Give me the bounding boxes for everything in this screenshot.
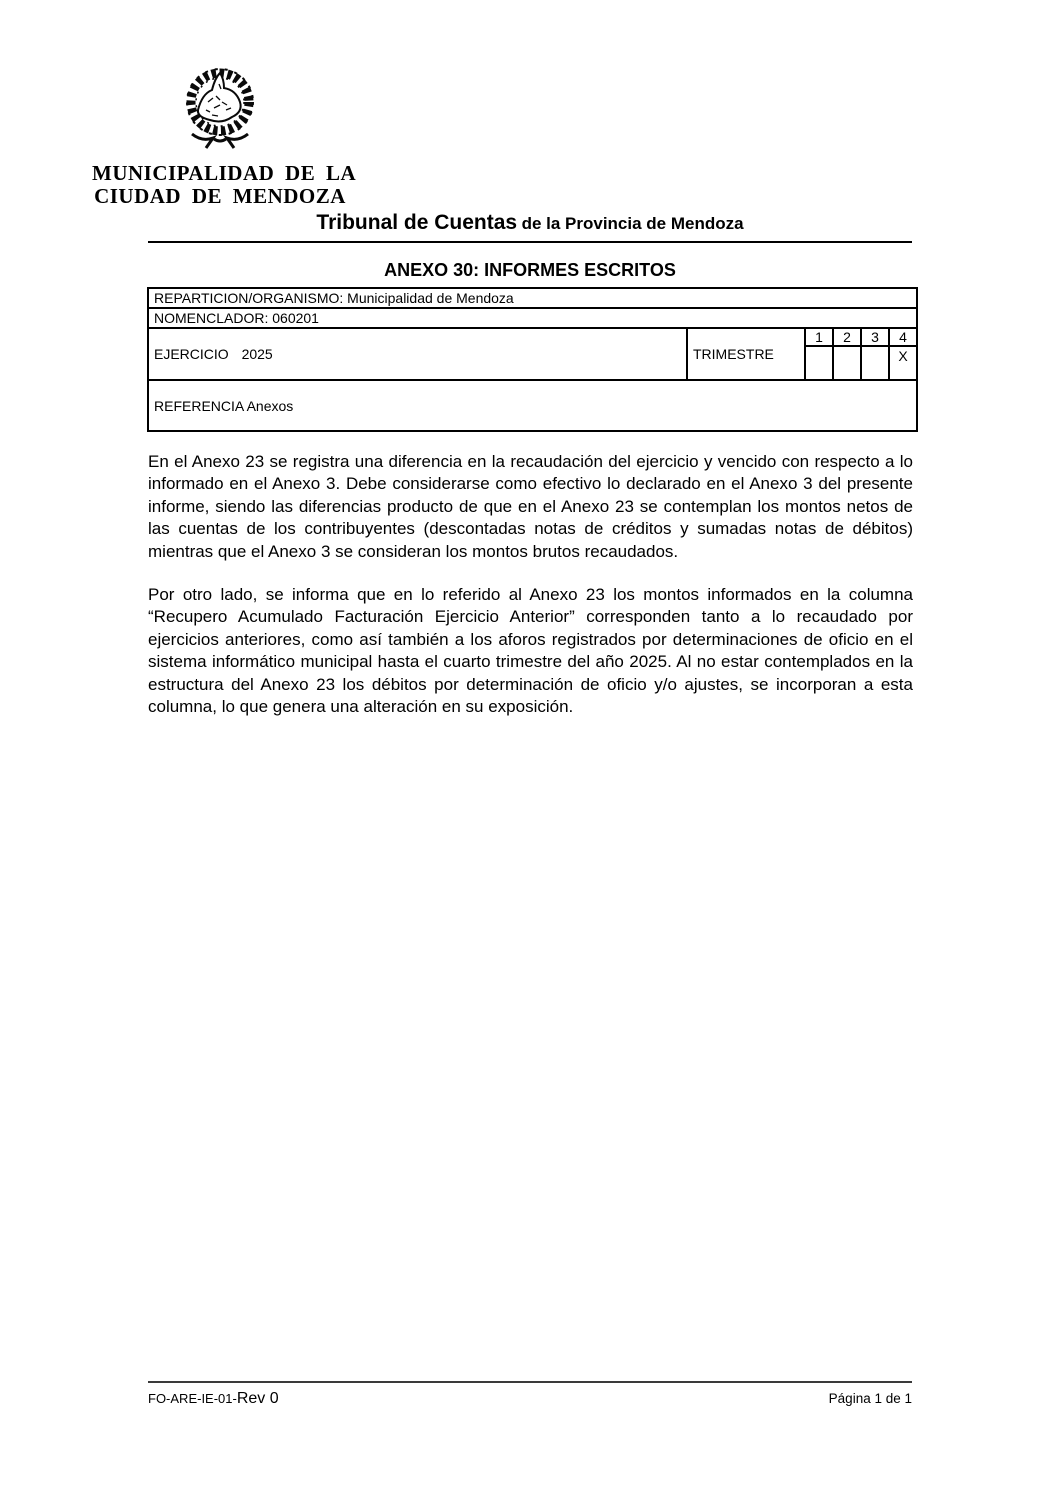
- court-title-suffix: de la Provincia de Mendoza: [521, 214, 744, 233]
- anexo-heading: ANEXO 30: INFORMES ESCRITOS: [384, 260, 676, 280]
- table-row: [148, 288, 917, 308]
- reparticion-value: Municipalidad de Mendoza: [347, 290, 514, 306]
- form-table: [147, 287, 918, 432]
- trimestre-quarter-1: 1: [805, 328, 833, 346]
- table-row: [148, 380, 917, 431]
- table-row: [148, 308, 917, 328]
- trimestre-quarter-4: 4: [889, 328, 917, 346]
- letterhead-org-line1: MUNICIPALIDAD DE LA: [92, 161, 357, 185]
- nomenclador-label: NOMENCLADOR:: [154, 310, 269, 326]
- page-footer: [148, 1381, 912, 1408]
- trimestre-mark-3: [861, 346, 889, 380]
- trimestre-quarter-2: 2: [833, 328, 861, 346]
- letterhead-org-line2: CIUDAD DE MENDOZA: [94, 184, 346, 208]
- trimestre-mark-4: X: [889, 346, 917, 380]
- referencia-value: Anexos: [246, 397, 294, 414]
- footer-left: [148, 1390, 279, 1408]
- letterhead: [92, 58, 357, 208]
- nomenclador-value: 060201: [272, 310, 319, 326]
- trimestre-cell: [687, 328, 805, 380]
- ejercicio-cell: [148, 328, 687, 380]
- body-text: [148, 451, 913, 739]
- body-paragraph-1: En el Anexo 23 se registra una diferencia en la recaudación del ejercicio y vencido con respecto a lo informado en el Anexo 3. Debe considerarse como efectivo lo declarado en el Anexo 3 del presente informe, siendo las diferencias producto de que en el Anexo 23 se contemplan los montos netos de las cuentas de los contribuyentes (descontadas notas de créditos y sumadas notas de débitos) mientras que el Anexo 3 se consideran los montos brutos recaudados.: [148, 452, 913, 561]
- body-paragraph-2: Por otro lado, se informa que en lo referido al Anexo 23 los montos informados en la columna “Recupero Acumulado Facturación Ejercicio Anterior” corresponden tanto a lo recaudado por ejercicios anteriores, como así también a los aforos registrados por determinaciones de oficio en el sistema informático municipal hasta el cuarto trimestre del año 2025. Al no estar contemplados en la estructura del Anexo 23 los débitos por determinación de oficio y/o ajustes, se incorporan a esta columna, lo que genera una alteración en su exposición.: [148, 585, 913, 717]
- trimestre-mark-2: [833, 346, 861, 380]
- trimestre-quarter-3: 3: [861, 328, 889, 346]
- table-row: [148, 328, 917, 346]
- referencia-cell: [148, 380, 917, 431]
- ejercicio-value: 2025: [241, 346, 273, 362]
- municipal-crest-icon: [179, 58, 261, 160]
- trimestre-label: TRIMESTRE: [693, 346, 774, 362]
- footer-page-number: Página 1 de 1: [828, 1391, 912, 1406]
- reparticion-label: REPARTICION/ORGANISMO:: [154, 290, 344, 306]
- header-title-block: [148, 211, 912, 243]
- court-title-main: Tribunal de Cuentas: [316, 211, 518, 234]
- ejercicio-label: EJERCICIO: [154, 346, 229, 362]
- reparticion-cell: [148, 288, 917, 308]
- referencia-label: REFERENCIA: [154, 397, 244, 414]
- footer-revision: Rev 0: [236, 1390, 279, 1407]
- nomenclador-cell: [148, 308, 917, 328]
- footer-form-code: FO-ARE-IE-01-: [148, 1391, 237, 1406]
- trimestre-mark-1: [805, 346, 833, 380]
